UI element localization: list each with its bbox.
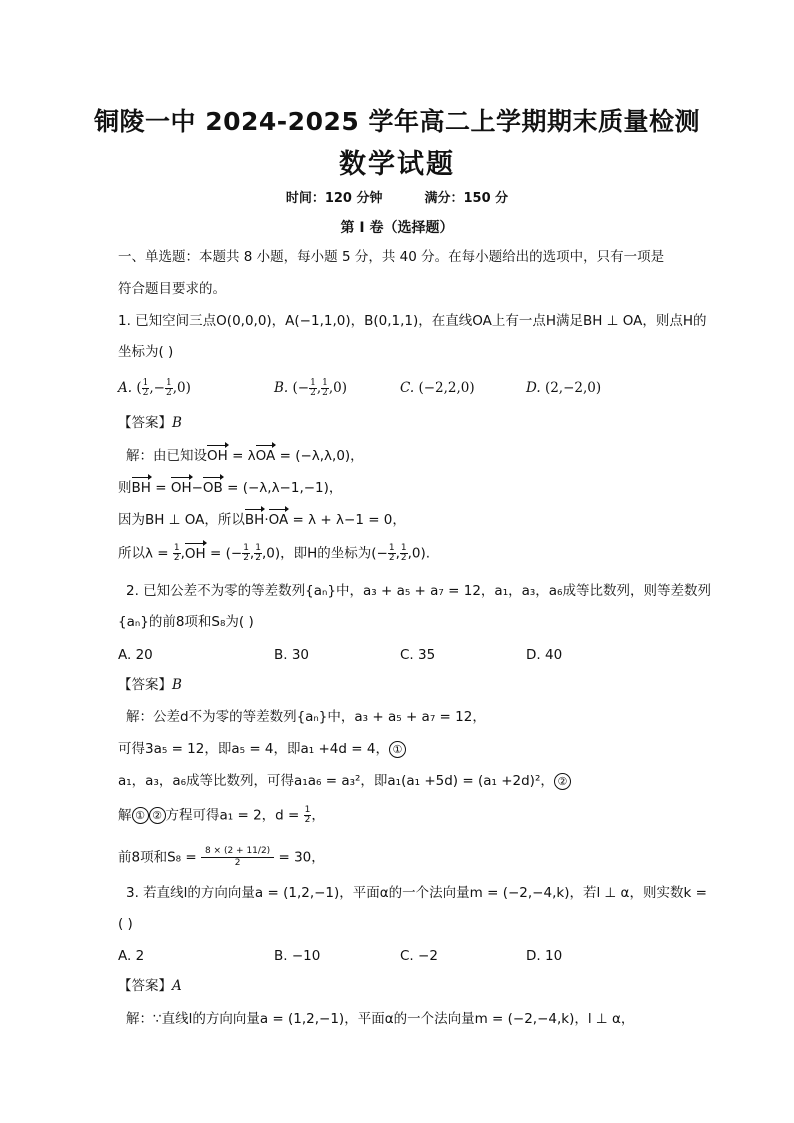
q2-stem-line-1: 2. 已知公差不为零的等差数列{aₙ}中，a₃ + a₅ + a₇ = 12，a₁，a₃，a₆成等比数列，则等差数列 (126, 583, 711, 599)
q2-solution-line-4: 解 ① ② 方程可得a₁ = 2，d = $\frac{1}{2}$ ， (118, 805, 325, 825)
q3-option-d: D. 10 (526, 948, 563, 964)
q3-answer: 【答案】A (118, 978, 182, 994)
q1-option-d: D. (2,−2,0) (526, 380, 602, 396)
exam-info (0, 187, 794, 206)
q1-solution-line-3: 因为BH ⊥ OA，所以BH·OA = λ + λ−1 = 0， (118, 512, 406, 528)
section-title: 第 I 卷（选择题） (340, 220, 454, 236)
circled-number-2: ② (554, 773, 571, 790)
q1-stem-line-2: 坐标为( ) (118, 344, 174, 360)
q2-solution-line-3: a₁，a₃，a₆成等比数列，可得a₁a₆ = a₃²，即a₁(a₁ +5d) = (a₁ +2d)²， ② (118, 772, 571, 790)
time-label: 时间：120 分钟 (285, 191, 383, 206)
q2-option-c: C. 35 (400, 647, 436, 663)
q2-stem-line-2: {aₙ}的前8项和S₈为( ) (118, 614, 254, 630)
q3-stem-line-2: ( ) (118, 916, 133, 932)
exam-subject: 数学试题 (339, 149, 455, 180)
q2-solution-line-1: 解：公差d不为零的等差数列{aₙ}中，a₃ + a₅ + a₇ = 12， (126, 709, 486, 725)
q1-stem-line-1: 1. 已知空间三点O(0,0,0)，A(−1,1,0)，B(0,1,1)，在直线OA上有一点H满足BH ⊥ OA，则点H的 (118, 313, 707, 329)
q2-answer: 【答案】B (118, 677, 182, 693)
q1-option-a: A. ( $\frac{1}{2}$ ,− $\frac{1}{2}$ ,0) (118, 378, 191, 398)
q3-option-a: A. 2 (118, 948, 145, 964)
q3-stem-line-1: 3. 若直线l的方向向量a = (1,2,−1)，平面α的一个法向量m = (−2,−4,k)，若l ⊥ α，则实数k = (126, 885, 707, 901)
q1-option-c: C. (−2,2,0) (400, 380, 475, 396)
circled-number-1: ① (389, 741, 406, 758)
q3-solution-line-1: 解：∵直线l的方向向量a = (1,2,−1)，平面α的一个法向量m = (−2,−4,k)，l ⊥ α， (126, 1011, 635, 1027)
instructions-line-2: 符合题目要求的。 (118, 281, 226, 297)
q3-option-c: C. −2 (400, 948, 438, 964)
q3-option-b: B. −10 (274, 948, 321, 964)
exam-title: 铜陵一中 2024-2025 学年高二上学期期末质量检测 (94, 107, 700, 136)
q2-option-b: B. 30 (274, 647, 310, 663)
q1-solution-line-4: 所以λ = $\frac{1}{2}$ ,OH = (− $\frac{1}{2}$ , $\frac{1}{2}$ ,0)，即H的坐标为(− $\frac{1}{2}$ , $\frac{1}{2}$ ,0). (118, 543, 431, 563)
q1-solution-line-2: 则BH = OH−OB = (−λ,λ−1,−1)， (118, 480, 343, 496)
q1-solution-line-1: 解：由已知设OH = λOA = (−λ,λ,0)， (126, 448, 364, 464)
q1-answer: 【答案】B (118, 415, 182, 431)
q2-solution-line-5: 前8项和S₈ = $\frac{8 \times (2 + 11/2)}{2}$ = 30， (118, 846, 325, 868)
instructions-line-1: 一、单选题：本题共 8 小题，每小题 5 分，共 40 分。在每小题给出的选项中，只有一项是 (118, 249, 665, 265)
q2-solution-line-2: 可得3a₅ = 12，即a₅ = 4，即a₁ +4d = 4， ① (118, 740, 406, 758)
q1-option-b: B. (− $\frac{1}{2}$ , $\frac{1}{2}$ ,0) (274, 378, 348, 398)
score-label: 满分：150 分 (424, 191, 509, 206)
q2-option-d: D. 40 (526, 647, 563, 663)
q2-option-a: A. 20 (118, 647, 153, 663)
